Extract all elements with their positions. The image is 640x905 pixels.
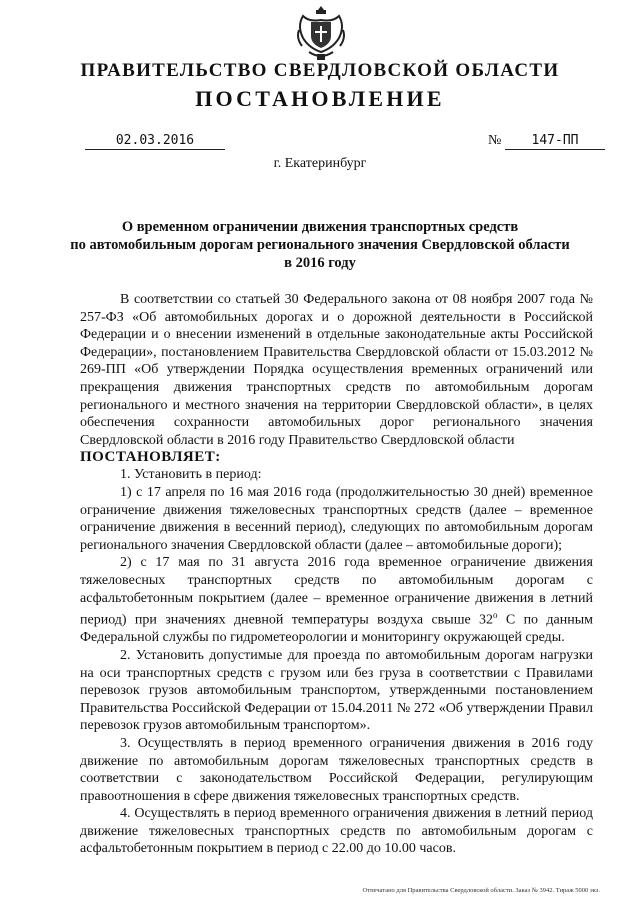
paragraph-1: 1. Установить в период: xyxy=(120,467,262,483)
city: г. Екатеринбург xyxy=(273,156,367,171)
paragraph-3: 3. Осуществлять в период временного ограничения движения в 2016 году движение по автомобильным дорогам тяжеловесных транспортных средств в соответствии с законодательством Российской Федерации, регулирующим правоотношения в сфере движения тяжеловесных транспортных средств. xyxy=(80,735,593,804)
preamble-paragraph: В соответствии со статьей 30 Федерального закона от 08 ноября 2007 года № 257-ФЗ «Об автомобильных дорогах и о дорожной деятельности в Российской Федерации и о внесении изменений в отдельные законодательные акты Российской Федерации», постановлением Правительства Свердловской области от 15.03.2012 № 269-ПП «Об утверждении Порядка осуществления временных ограничений или прекращения движения транспортных средств по автомобильным дорогам регионального и местного значения на территории Свердловской области», в целях обеспечения сохранности автомобильных дорог регионального значения Свердловской области в 2016 году Правительство Свердловской области xyxy=(80,292,593,448)
document-date: 02.03.2016 xyxy=(85,133,225,150)
government-name: ПРАВИТЕЛЬСТВО СВЕРДЛОВСКОЙ ОБЛАСТИ xyxy=(80,60,560,81)
coat-of-arms-icon xyxy=(295,4,347,62)
paragraph-1-2-text: 2) с 17 мая по 31 августа 2016 года временное ограничение движения тяжеловесных транспортных средств по автомобильным дорогам с асфальтобетонным покрытием (далее – временное ограничение движения в летний период) при значениях дневной температуры воздуха свыше 32 xyxy=(80,555,593,628)
title-line: в 2016 году xyxy=(284,255,356,271)
document-number: 147-ПП xyxy=(505,133,605,150)
resolves-heading: ПОСТАНОВЛЯЕТ: xyxy=(80,449,221,466)
paragraph-2: 2. Установить допустимые для проезда по автомобильным дорогам нагрузки на оси транспортных средств с грузом или без груза в соответствии с Правилами перевозок грузов автомобильным транспортом, утвержденными постановлением Правительства Российской Федерации от 15.04.2011 № 272 «Об утверждении Правил перевозок грузов автомобильным транспортом». xyxy=(80,647,593,734)
document-title xyxy=(70,218,570,272)
print-footer: Отпечатано для Правительства Свердловской области. Заказ № 3942. Тираж 5000 экз. xyxy=(362,887,600,894)
title-line: по автомобильным дорогам регионального значения Свердловской области xyxy=(70,237,570,253)
document-type: ПОСТАНОВЛЕНИЕ xyxy=(195,86,445,111)
title-line: О временном ограничении движения транспортных средств xyxy=(121,219,519,235)
paragraph-1-1: 1) с 17 апреля по 16 мая 2016 года (продолжительностью 30 дней) временное ограничение движения тяжеловесных транспортных средств (далее – временное ограничение движения в весенний период), следующих по автомобильным дорогам регионального значения Свердловской области (далее – автомобильные дороги); xyxy=(80,484,593,553)
paragraph-4: 4. Осуществлять в период временного ограничения движения в летний период движение тяжеловесных транспортных средств по автомобильным дорогам с асфальтобетонным покрытием в период с 22.00 до 10.00 часов. xyxy=(80,806,593,857)
degree-sign: o xyxy=(493,610,498,621)
paragraph-1-2 xyxy=(80,554,593,647)
number-label: № xyxy=(488,133,502,148)
paragraph-1-2-text-end: С по данным Федеральной службы по гидрометеорологии и мониторингу окружающей среды. xyxy=(80,612,593,646)
document-body xyxy=(80,291,593,858)
